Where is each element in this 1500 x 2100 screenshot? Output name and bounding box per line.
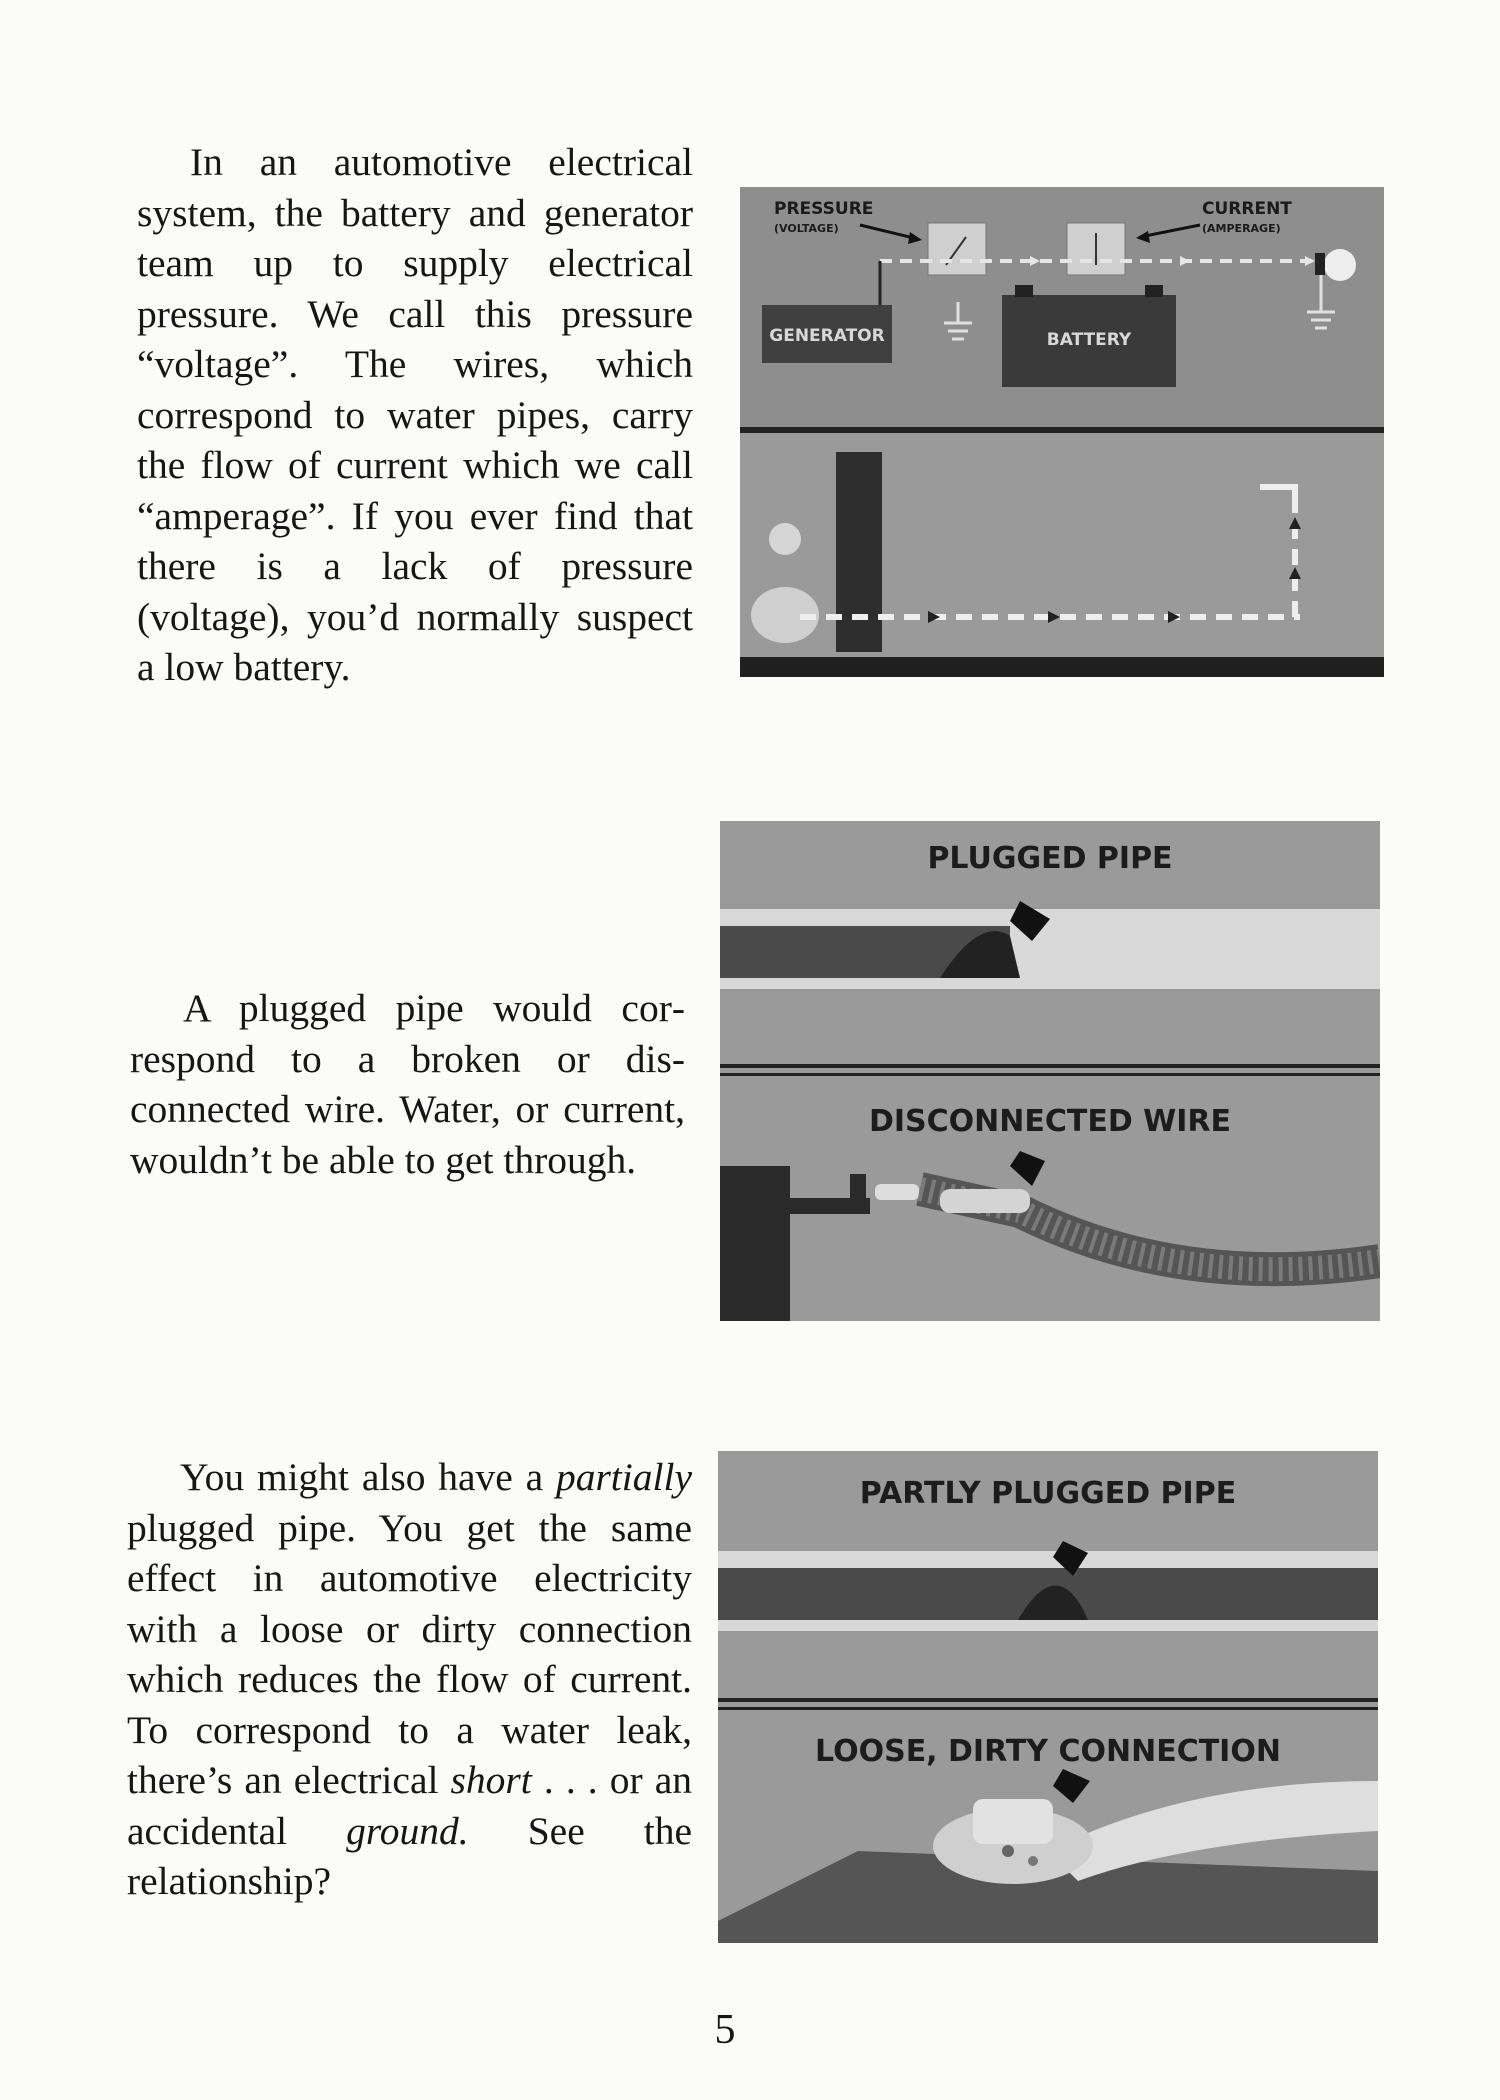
generator-label: GENERATOR xyxy=(769,326,885,346)
figure-electrical-water-analogy xyxy=(740,187,1384,677)
battery-label: BATTERY xyxy=(1046,330,1132,350)
paragraph-plugged-pipe xyxy=(130,983,685,1185)
wire-terminal xyxy=(875,1184,919,1200)
loose-dirty-connection-label: LOOSE, DIRTY CONNECTION xyxy=(815,1734,1281,1769)
figure-plugged-pipe-disconnected-wire xyxy=(720,821,1380,1321)
emphasis-ground: ground. xyxy=(346,1808,469,1853)
paragraph-text: A plugged pipe would correspond to a broken or disconnected wire. Water, or current, wouldn’t be able to get through. xyxy=(130,986,685,1182)
battery-terminal-block xyxy=(720,1166,790,1321)
pressure-gauge-icon xyxy=(769,523,801,555)
paragraph-text: In an automotive electrical system, the battery and generator team up to supply electrical pressure. We call this pressure “voltage”. The wires, which correspond to water pipes, carry the flow of current which we call “amperage”. If you ever find that there is a lack of pressure (voltage), you’d normally suspect a low battery. xyxy=(137,140,693,689)
emphasis-partially: partially xyxy=(555,1455,692,1499)
analogy-diagram xyxy=(740,187,1384,677)
page-number: 5 xyxy=(714,2007,736,2053)
plugged-pipe-diagram xyxy=(720,821,1380,1321)
partly-plugged-diagram xyxy=(718,1451,1378,1943)
current-label: CURRENT xyxy=(1202,199,1292,219)
amperage-label: (AMPERAGE) xyxy=(1202,222,1281,235)
partly-plugged-pipe-label: PARTLY PLUGGED PIPE xyxy=(859,1476,1237,1511)
paragraph-voltage-amperage xyxy=(137,137,693,693)
pressure-label: PRESSURE xyxy=(774,199,874,219)
emphasis-short: short xyxy=(450,1758,532,1802)
voltage-label: (VOLTAGE) xyxy=(774,222,839,235)
figure-partly-plugged-loose-connection xyxy=(718,1451,1378,1943)
disconnected-wire-label: DISCONNECTED WIRE xyxy=(868,1104,1232,1139)
water-tank xyxy=(836,452,882,652)
lamp-icon xyxy=(1324,249,1356,281)
plugged-pipe-label: PLUGGED PIPE xyxy=(927,841,1173,876)
paragraph-text: You might also have a partially plugged pipe. You get the same effect in automotive electricity with a loose or dirty connection which reduces the flow of current. To correspond to a water leak, there’s an electrical short . . . or an accidental ground. See the relationship? xyxy=(127,1455,693,1903)
paragraph-partly-plugged-pipe xyxy=(127,1452,692,1907)
